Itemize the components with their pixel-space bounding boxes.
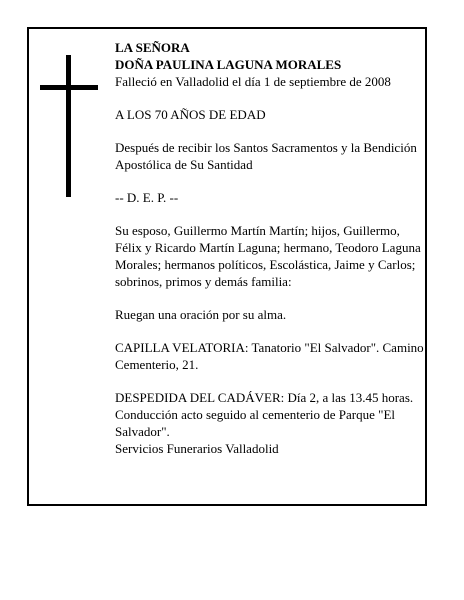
latin-cross-icon [40,55,98,197]
cross-horizontal-bar [40,85,98,90]
funeral-services: Servicios Funerarios Valladolid [115,441,279,456]
cross-vertical-bar [66,55,71,197]
rip-line: -- D. E. P. -- [115,190,179,205]
farewell-info: DESPEDIDA DEL CADÁVER: Día 2, a las 13.45 horas. Conducción acto seguido al cementerio de Parque "El Salvador". [115,390,414,439]
chapel-info: CAPILLA VELATORIA: Tanatorio "El Salvador". Camino Cementerio, 21. [115,340,424,372]
family-list: Su esposo, Guillermo Martín Martín; hijos, Guillermo, Félix y Ricardo Martín Laguna; hermano, Teodoro Laguna Morales; hermanos políticos, Escolástica, Jaime y Carlos; sobrinos, primos y demás familia: [115,223,421,289]
notice-text [115,39,425,457]
notice-title-line1: LA SEÑORA [115,40,190,55]
death-statement: Falleció en Valladolid el día 1 de septiembre de 2008 [115,74,391,89]
deceased-name: DOÑA PAULINA LAGUNA MORALES [115,57,342,72]
age-statement: A LOS 70 AÑOS DE EDAD [115,107,266,122]
prayer-request: Ruegan una oración por su alma. [115,307,287,322]
obituary-notice [27,27,427,506]
sacraments-statement: Después de recibir los Santos Sacramentos y la Bendición Apostólica de Su Santidad [115,140,417,172]
